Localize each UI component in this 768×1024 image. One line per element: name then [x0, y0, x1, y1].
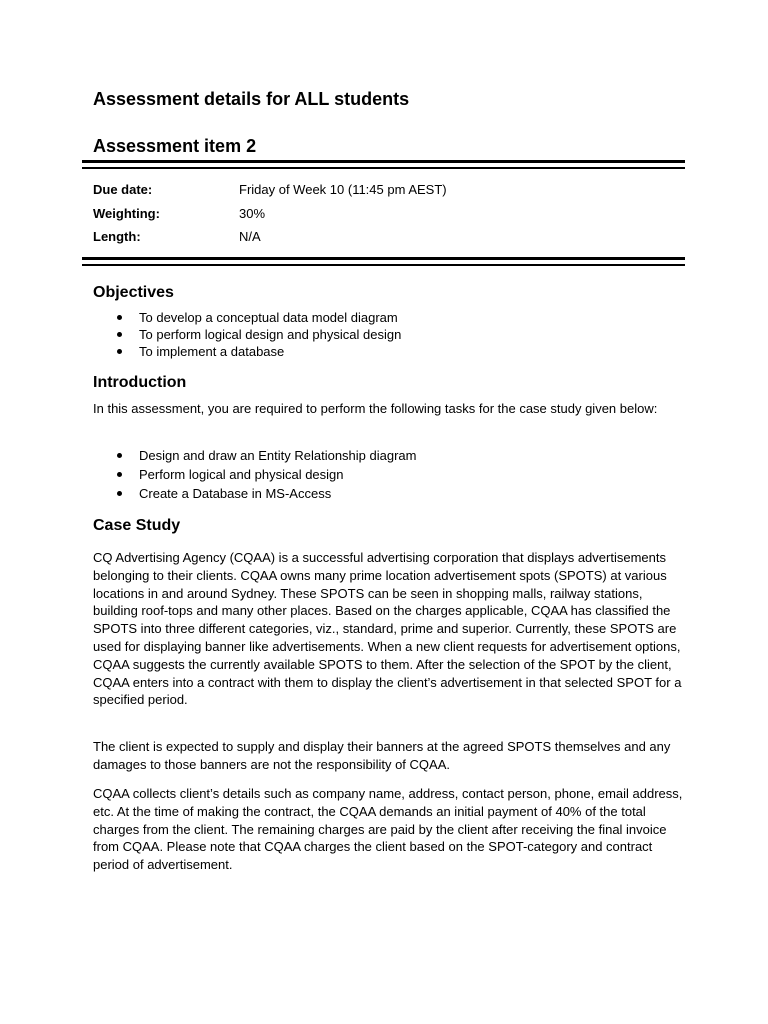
- case-study-heading: Case Study: [93, 517, 181, 534]
- objective-item: To implement a database: [93, 343, 401, 360]
- due-date-value: Friday of Week 10 (11:45 pm AEST): [239, 182, 447, 198]
- task-item: Design and draw an Entity Relationship diagram: [93, 446, 417, 465]
- assessment-details-table: [93, 178, 653, 249]
- objectives-list: [93, 309, 401, 360]
- due-date-label: Due date:: [93, 182, 153, 198]
- length-label: Length:: [93, 229, 141, 245]
- objective-item: To perform logical design and physical design: [93, 326, 401, 343]
- case-study-paragraph: CQAA collects client’s details such as company name, address, contact person, phone, email address, etc. At the time of making the contract, the CQAA demands an initial payment of 40% of the total charges from the client. The remaining charges are paid by the client after receiving the final invoice from CQAA. Please note that CQAA charges the client based on the SPOT-category and contract period of advertisement.: [93, 786, 683, 873]
- length-row: [93, 225, 653, 249]
- case-study-paragraph: CQ Advertising Agency (CQAA) is a successful advertising corporation that displays advertisements belonging to their clients. CQAA owns many prime location advertisement spots (SPOTS) at various locations in and around Sydney. These SPOTS can be seen in shopping malls, railway stations, building roof-tops and many other places. Based on the charges applicable, CQAA has classified the SPOTS into three different categories, viz., standard, prime and superior. Currently, these SPOTS are used for displaying banner like advertisements. When a new client requests for advertisement options, CQAA suggests the currently available SPOTS to them. After the selection of the SPOT by the client, CQAA enters into a contract with them to display the client’s advertisement in that selected SPOT for a specified period.: [93, 550, 682, 708]
- weighting-row: [93, 202, 653, 226]
- task-item: Create a Database in MS-Access: [93, 484, 417, 503]
- document-title: Assessment details for ALL students: [93, 89, 410, 109]
- weighting-value: 30%: [239, 205, 266, 221]
- top-double-rule: [82, 160, 685, 169]
- weighting-label: Weighting:: [93, 205, 160, 221]
- assessment-item-title: Assessment item 2: [93, 136, 257, 156]
- due-date-row: [93, 178, 653, 202]
- objectives-heading: Objectives: [93, 284, 174, 301]
- length-value: N/A: [239, 229, 261, 245]
- objective-item: To develop a conceptual data model diagram: [93, 309, 401, 326]
- case-study-paragraph: The client is expected to supply and display their banners at the agreed SPOTS themselves and any damages to those banners are not the responsibility of CQAA.: [93, 739, 671, 772]
- introduction-heading: Introduction: [93, 374, 187, 391]
- bottom-double-rule: [82, 257, 685, 266]
- task-list: [93, 446, 417, 503]
- task-item: Perform logical and physical design: [93, 465, 417, 484]
- introduction-paragraph: In this assessment, you are required to perform the following tasks for the case study given below:: [93, 401, 658, 416]
